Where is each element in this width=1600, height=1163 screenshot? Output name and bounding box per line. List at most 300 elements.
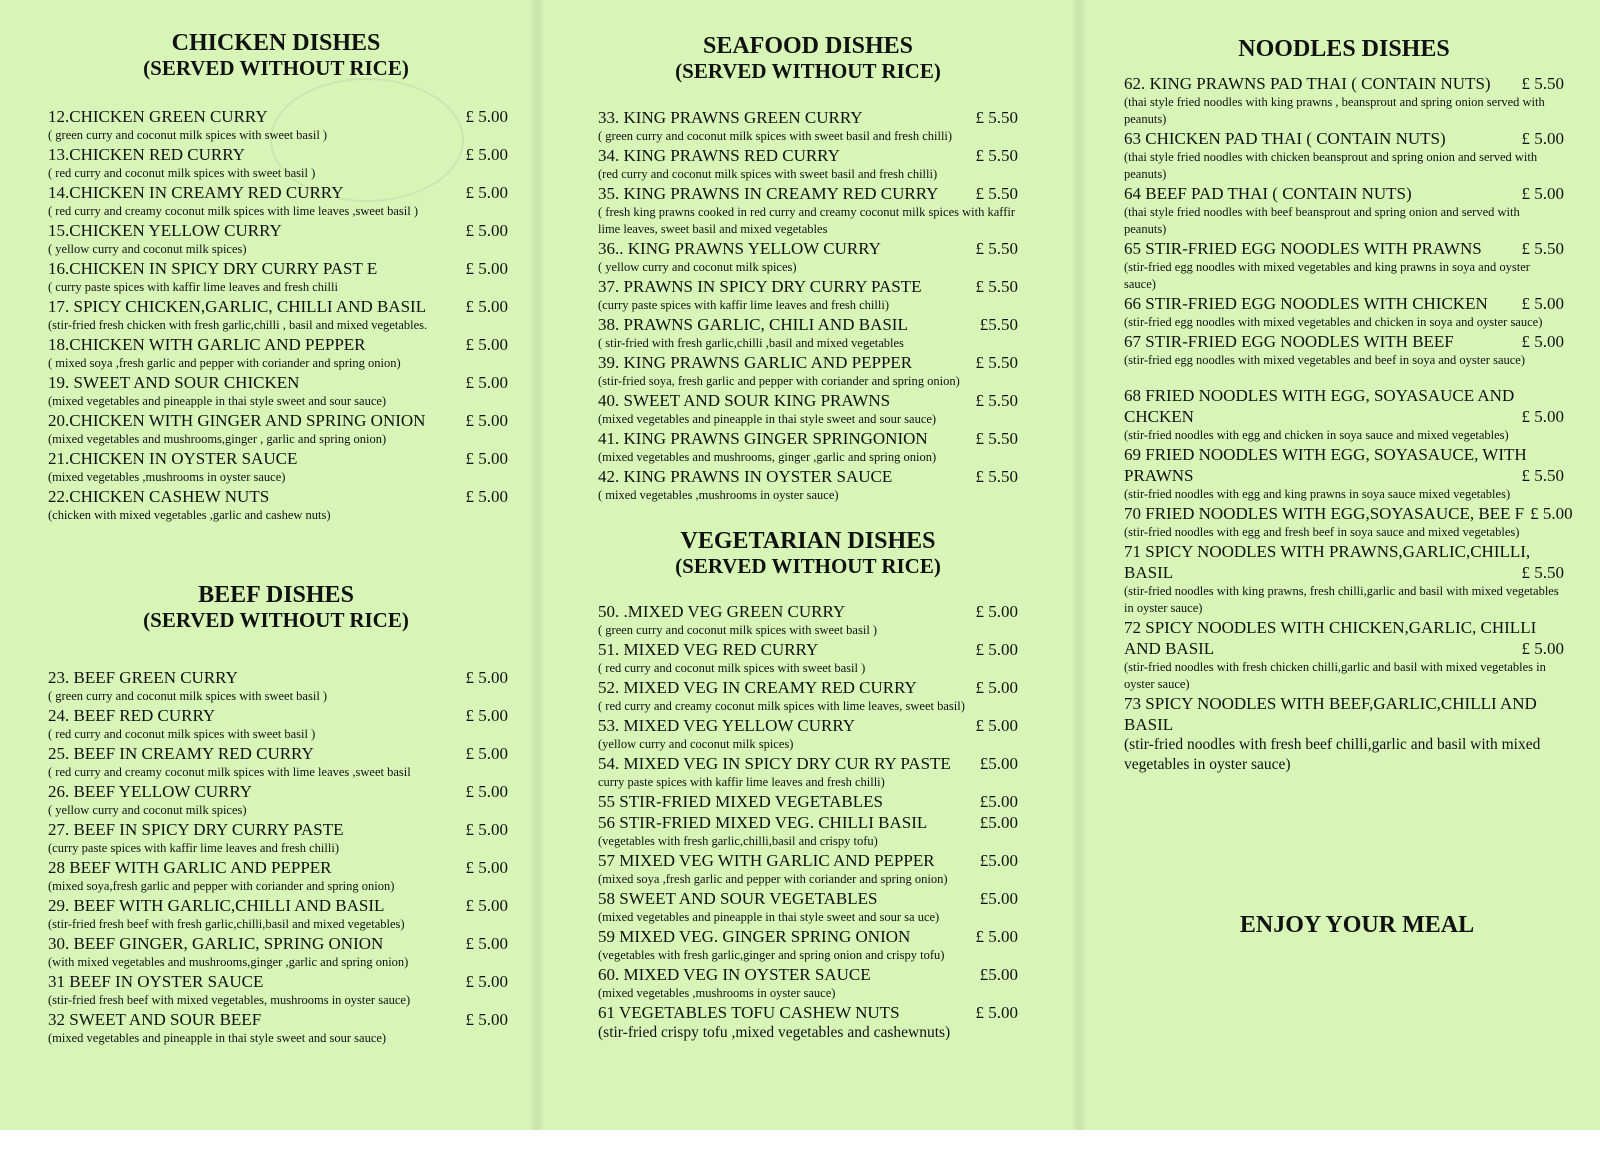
menu-item-row xyxy=(598,314,1018,335)
menu-item-description: curry paste spices with kaffir lime leaves and fresh chilli) xyxy=(598,774,885,789)
menu-item-price: £ 5.00 xyxy=(465,667,508,687)
menu-item xyxy=(48,781,508,819)
menu-item xyxy=(48,220,508,258)
menu-item-price: £ 5.50 xyxy=(1521,465,1564,485)
menu-item-price: £ 5.00 xyxy=(465,259,508,279)
menu-item-price: £5.00 xyxy=(979,753,1018,773)
menu-item xyxy=(1124,73,1564,128)
menu-item xyxy=(48,857,508,895)
menu-item-row xyxy=(48,667,508,688)
menu-item-name: 14.CHICKEN IN CREAMY RED CURRY xyxy=(48,183,344,203)
menu-item-name: 54. MIXED VEG IN SPICY DRY CUR RY PASTE xyxy=(598,753,951,773)
menu-item-name: 32 SWEET AND SOUR BEEF xyxy=(48,1009,262,1029)
menu-item-name: 53. MIXED VEG YELLOW CURRY xyxy=(598,715,856,735)
menu-item-description: (stir-fried fresh beef with mixed vegetables, mushrooms in oyster sauce) xyxy=(48,992,411,1007)
menu-item-name: 26. BEEF YELLOW CURRY xyxy=(48,781,253,801)
menu-item-price: £ 5.50 xyxy=(975,108,1018,128)
menu-item xyxy=(48,667,508,705)
menu-item xyxy=(598,964,1018,1002)
menu-item-description: (mixed vegetables and pineapple in thai style sweet and sour sauce) xyxy=(48,394,387,409)
beef-title: BEEF DISHES xyxy=(198,582,354,609)
menu-item-row xyxy=(598,1002,1018,1023)
menu-item-row xyxy=(1124,385,1564,406)
menu-item-description: ( green curry and coconut milk spices with sweet basil ) xyxy=(48,688,328,703)
menu-item-description: (stir-fried fresh beef with fresh garlic,chilli,basil and mixed vegetables) xyxy=(48,916,405,931)
menu-item-name: 56 STIR-FRIED MIXED VEG. CHILLI BASIL xyxy=(598,812,928,832)
menu-item-description: (thai style fried noodles with beef beansprout and spring onion and served with peanuts) xyxy=(1124,204,1520,236)
menu-item-row xyxy=(1124,503,1573,524)
menu-item-name: 42. KING PRAWNS IN OYSTER SAUCE xyxy=(598,467,893,487)
menu-item-name: 62. KING PRAWNS PAD THAI ( CONTAIN NUTS) xyxy=(1124,73,1491,93)
menu-item xyxy=(48,933,508,971)
menu-item xyxy=(48,296,508,334)
menu-item-description: (stir-fried noodles with fresh beef chilli,garlic and basil with mixed vegetables in oyster sauce) xyxy=(1124,735,1541,773)
menu-item-name: 12.CHICKEN GREEN CURRY xyxy=(48,107,268,127)
menu-item xyxy=(598,238,1018,276)
menu-item-name-cont: AND BASIL xyxy=(1124,638,1215,658)
menu-item-row xyxy=(1124,183,1564,204)
menu-item-name: 29. BEEF WITH GARLIC,CHILLI AND BASIL xyxy=(48,895,385,915)
menu-item-price: £ 5.00 xyxy=(1521,331,1564,351)
menu-item-name: 70 FRIED NOODLES WITH EGG,SOYASAUCE, BEE F xyxy=(1124,503,1525,523)
menu-item-description: (vegetables with fresh garlic,ginger and spring onion and crispy tofu) xyxy=(598,947,945,962)
menu-item-name-cont: CHCKEN xyxy=(1124,406,1194,426)
menu-item-description: ( mixed vegetables ,mushrooms in oyster sauce) xyxy=(598,488,839,503)
menu-item-row xyxy=(598,183,1018,204)
menu-item-name: 13.CHICKEN RED CURRY xyxy=(48,145,245,165)
menu-item-row xyxy=(598,888,1018,909)
menu-item-name: 67 STIR-FRIED EGG NOODLES WITH BEEF xyxy=(1124,331,1454,351)
menu-item-price: £ 5.00 xyxy=(975,601,1018,621)
menu-item-price: £ 5.50 xyxy=(975,429,1018,449)
menu-item-name: 25. BEEF IN CREAMY RED CURRY xyxy=(48,743,314,763)
menu-item-row xyxy=(598,238,1018,259)
menu-item-description: (mixed vegetables and pineapple in thai style sweet and sour sauce) xyxy=(598,412,937,427)
menu-item-row xyxy=(598,677,1018,698)
menu-item-name: 24. BEEF RED CURRY xyxy=(48,705,216,725)
menu-item xyxy=(48,448,508,486)
menu-item-row xyxy=(48,895,508,916)
menu-item-row xyxy=(598,715,1018,736)
menu-item-price: £ 5.00 xyxy=(465,449,508,469)
menu-item xyxy=(598,601,1018,639)
menu-item xyxy=(598,466,1018,504)
menu-item-row xyxy=(598,276,1018,297)
menu-item-name: 20.CHICKEN WITH GINGER AND SPRING ONION xyxy=(48,411,426,431)
menu-item-price: £ 5.00 xyxy=(465,781,508,801)
menu-item xyxy=(48,334,508,372)
menu-item-name: 18.CHICKEN WITH GARLIC AND PEPPER xyxy=(48,335,366,355)
menu-item-row-cont xyxy=(1124,406,1564,427)
menu-item-name: 72 SPICY NOODLES WITH CHICKEN,GARLIC, CHILLI xyxy=(1124,617,1537,637)
menu-item-price: £ 5.50 xyxy=(975,353,1018,373)
menu-item-price: £ 5.00 xyxy=(465,819,508,839)
menu-item-name: 73 SPICY NOODLES WITH BEEF,GARLIC,CHILLI AND xyxy=(1124,693,1537,713)
menu-item-price: £ 5.00 xyxy=(1521,406,1564,426)
chicken-list xyxy=(48,106,508,524)
menu-item xyxy=(598,276,1018,314)
menu-item-row xyxy=(48,258,508,279)
menu-item xyxy=(48,705,508,743)
menu-item xyxy=(1124,541,1564,617)
menu-item-name: 21.CHICKEN IN OYSTER SAUCE xyxy=(48,449,298,469)
menu-item-price: £ 5.50 xyxy=(975,391,1018,411)
menu-item-description: ( green curry and coconut milk spices with sweet basil and fresh chilli) xyxy=(598,129,953,144)
menu-item-row xyxy=(48,819,508,840)
menu-item xyxy=(1124,238,1564,293)
menu-item xyxy=(598,183,1018,238)
menu-item-price: £5.00 xyxy=(979,850,1018,870)
menu-item-description: (thai style fried noodles with king prawns , beansprout and spring onion served with peanuts) xyxy=(1124,94,1545,126)
menu-item-price: £ 5.00 xyxy=(1530,503,1573,523)
menu-item xyxy=(1124,693,1564,775)
menu-item xyxy=(1124,293,1564,331)
menu-item-row xyxy=(598,791,1018,812)
menu-item-description: ( red curry and creamy coconut milk spices with lime leaves ,sweet basil ) xyxy=(48,204,419,219)
beef-list xyxy=(48,667,508,1047)
menu-item-description: (stir-fried egg noodles with mixed vegetables and beef in soya and oyster sauce) xyxy=(1124,352,1526,367)
menu-item-name: 51. MIXED VEG RED CURRY xyxy=(598,639,819,659)
menu-item-description: ( stir-fried with fresh garlic,chilli ,basil and mixed vegetables xyxy=(598,336,904,351)
menu-item-row xyxy=(598,964,1018,985)
noodles-list xyxy=(1124,73,1573,775)
menu-item xyxy=(598,791,1018,812)
menu-item-row xyxy=(48,705,508,726)
menu-item-description: (mixed soya,fresh garlic and pepper with coriander and spring onion) xyxy=(48,878,395,893)
menu-item xyxy=(48,372,508,410)
enjoy-your-meal: ENJOY YOUR MEAL xyxy=(1239,912,1475,938)
menu-item-row xyxy=(598,390,1018,411)
menu-item-price: £ 5.00 xyxy=(975,1002,1018,1022)
menu-item-description: (stir-fried crispy tofu ,mixed vegetables and cashewnuts) xyxy=(598,1023,951,1041)
menu-item-name: 55 STIR-FRIED MIXED VEGETABLES xyxy=(598,791,883,811)
menu-item-description: ( red curry and creamy coconut milk spices with lime leaves, sweet basil) xyxy=(598,698,965,713)
menu-item xyxy=(48,819,508,857)
menu-item-description: (mixed vegetables ,mushrooms in oyster sauce) xyxy=(48,470,286,485)
menu-item-name: 38. PRAWNS GARLIC, CHILI AND BASIL xyxy=(598,315,908,335)
seafood-subtitle: (SERVED WITHOUT RICE) xyxy=(675,58,941,83)
menu-item-name: 64 BEEF PAD THAI ( CONTAIN NUTS) xyxy=(1124,183,1412,203)
menu-item xyxy=(598,352,1018,390)
menu-item xyxy=(48,258,508,296)
menu-item xyxy=(598,753,1018,791)
menu-item-row xyxy=(48,743,508,764)
menu-item-description: ( yellow curry and coconut milk spices) xyxy=(48,802,247,817)
menu-item-row xyxy=(48,220,508,241)
menu-item-description: (stir-fried noodles with egg and king prawns in soya sauce mixed vegetables) xyxy=(1124,486,1511,501)
menu-item-price: £ 5.00 xyxy=(975,715,1018,735)
menu-item-name: 41. KING PRAWNS GINGER SPRINGONION xyxy=(598,429,928,449)
menu-item-name-cont: PRAWNS xyxy=(1124,465,1194,485)
menu-item-name: 59 MIXED VEG. GINGER SPRING ONION xyxy=(598,926,911,946)
menu-item xyxy=(598,145,1018,183)
menu-item-price: £ 5.00 xyxy=(465,971,508,991)
menu-item-row-cont xyxy=(1124,638,1564,659)
menu-item-price: £ 5.50 xyxy=(1521,238,1564,258)
fold-line-right xyxy=(1072,0,1086,1130)
menu-item-row xyxy=(598,107,1018,128)
menu-item-description: ( green curry and coconut milk spices with sweet basil ) xyxy=(598,622,878,637)
menu-item-description: (chicken with mixed vegetables ,garlic and cashew nuts) xyxy=(48,508,331,523)
menu-item-name: 37. PRAWNS IN SPICY DRY CURRY PASTE xyxy=(598,277,922,297)
menu-item-row xyxy=(48,334,508,355)
menu-item-row xyxy=(1124,693,1564,714)
menu-item-price: £ 5.00 xyxy=(975,677,1018,697)
menu-item-name-cont: BASIL xyxy=(1124,714,1174,734)
menu-item xyxy=(598,715,1018,753)
menu-item-price: £ 5.00 xyxy=(465,335,508,355)
menu-item-name: 40. SWEET AND SOUR KING PRAWNS xyxy=(598,391,891,411)
menu-item-description: (mixed vegetables and mushrooms,ginger , garlic and spring onion) xyxy=(48,432,387,447)
menu-item-description: (stir-fried noodles with egg and fresh beef in soya sauce and mixed vegetables) xyxy=(1124,524,1520,539)
menu-item-price: £ 5.00 xyxy=(465,145,508,165)
noodles-title: NOODLES DISHES xyxy=(1238,36,1450,62)
menu-item-name: 57 MIXED VEG WITH GARLIC AND PEPPER xyxy=(598,850,935,870)
menu-item-price: £ 5.00 xyxy=(1521,293,1564,313)
menu-item-row xyxy=(48,410,508,431)
menu-item-description: (stir-fried noodles with egg and chicken in soya sauce and mixed vegetables) xyxy=(1124,427,1509,442)
menu-item-description: ( red curry and coconut milk spices with sweet basil ) xyxy=(48,726,316,741)
menu-item xyxy=(598,639,1018,677)
menu-item-description: (stir-fried noodles with fresh chicken chilli,garlic and basil with mixed vegetables in oyster sauce) xyxy=(1124,659,1546,691)
menu-item-description: (mixed vegetables ,mushrooms in oyster sauce) xyxy=(598,985,836,1000)
menu-item-row xyxy=(1124,617,1564,638)
menu-item xyxy=(1124,183,1564,238)
menu-item-name: 63 CHICKEN PAD THAI ( CONTAIN NUTS) xyxy=(1124,128,1446,148)
chicken-title: CHICKEN DISHES xyxy=(171,30,381,56)
menu-item-row xyxy=(48,486,508,507)
menu-item-price: £ 5.00 xyxy=(465,1009,508,1029)
menu-item-name: 22.CHICKEN CASHEW NUTS xyxy=(48,487,270,507)
vegetarian-section-title xyxy=(598,528,1018,578)
menu-item-row xyxy=(48,1009,508,1030)
menu-item-row xyxy=(1124,293,1564,314)
beef-section-title xyxy=(48,582,504,632)
menu-item-description: (curry paste spices with kaffir lime leaves and fresh chilli) xyxy=(48,840,339,855)
menu-item-row xyxy=(598,601,1018,622)
menu-item-row xyxy=(598,812,1018,833)
menu-item-row xyxy=(1124,73,1564,94)
menu-item-name: 15.CHICKEN YELLOW CURRY xyxy=(48,221,282,241)
menu-item-price: £ 5.50 xyxy=(975,146,1018,166)
menu-item-name: 69 FRIED NOODLES WITH EGG, SOYASAUCE, WITH xyxy=(1124,444,1527,464)
menu-item-row xyxy=(48,933,508,954)
menu-item-price: £ 5.00 xyxy=(465,297,508,317)
menu-item xyxy=(1124,331,1564,369)
menu-item-description: (stir-fried egg noodles with mixed vegetables and chicken in soya and oyster sauce) xyxy=(1124,314,1543,329)
menu-item-row-cont xyxy=(1124,562,1564,583)
menu-item-price: £ 5.00 xyxy=(465,221,508,241)
menu-item xyxy=(598,926,1018,964)
menu-item-name: 39. KING PRAWNS GARLIC AND PEPPER xyxy=(598,353,913,373)
menu-item-price: £ 5.00 xyxy=(465,933,508,953)
menu-item-price: £ 5.00 xyxy=(1521,638,1564,658)
menu-item-description: (mixed vegetables and pineapple in thai style sweet and sour sauce) xyxy=(48,1030,387,1045)
menu-item-price: £ 5.00 xyxy=(465,895,508,915)
beef-subtitle: (SERVED WITHOUT RICE) xyxy=(143,608,409,633)
fold-line-left xyxy=(530,0,544,1130)
seafood-title: SEAFOOD DISHES xyxy=(702,33,914,59)
menu-item-description: ( fresh king prawns cooked in red curry and creamy coconut milk spices with kaffir lime leaves, sweet basil and mixed vegetables xyxy=(598,205,1015,237)
menu-item-price: £ 5.00 xyxy=(465,487,508,507)
menu-item-name: 28 BEEF WITH GARLIC AND PEPPER xyxy=(48,857,332,877)
menu-item-row xyxy=(598,352,1018,373)
menu-item-price: £5.00 xyxy=(979,812,1018,832)
menu-item xyxy=(48,410,508,448)
menu-item-name: 71 SPICY NOODLES WITH PRAWNS,GARLIC,CHILLI, xyxy=(1124,541,1531,561)
menu-item-name: 60. MIXED VEG IN OYSTER SAUCE xyxy=(598,964,871,984)
seafood-section-title xyxy=(598,33,1018,83)
menu-item-name: 19. SWEET AND SOUR CHICKEN xyxy=(48,373,300,393)
menu-item-row xyxy=(598,926,1018,947)
menu-item xyxy=(598,390,1018,428)
menu-item-row-cont xyxy=(1124,714,1564,735)
menu-item xyxy=(598,888,1018,926)
menu-item xyxy=(598,428,1018,466)
menu-item-name: 65 STIR-FRIED EGG NOODLES WITH PRAWNS xyxy=(1124,238,1482,258)
vegetarian-title: VEGETARIAN DISHES xyxy=(680,528,936,555)
menu-item-price: £ 5.00 xyxy=(1521,183,1564,203)
menu-item-price: £ 5.00 xyxy=(465,857,508,877)
menu-item-row xyxy=(1124,444,1564,465)
menu-item xyxy=(1124,385,1564,444)
menu-item-name: 58 SWEET AND SOUR VEGETABLES xyxy=(598,888,878,908)
menu-item-description: (vegetables with fresh garlic,chilli,basil and crispy tofu) xyxy=(598,833,878,848)
menu-item-row xyxy=(48,182,508,203)
menu-item xyxy=(1124,503,1573,541)
menu-item xyxy=(48,743,508,781)
menu-item-name: 52. MIXED VEG IN CREAMY RED CURRY xyxy=(598,677,917,697)
menu-item-price: £ 5.50 xyxy=(1521,73,1564,93)
menu-item xyxy=(598,314,1018,352)
menu-item-row xyxy=(48,106,508,127)
menu-item-row xyxy=(1124,331,1564,352)
menu-item-row xyxy=(48,781,508,802)
panel-middle xyxy=(598,0,1018,1130)
menu-item-row xyxy=(48,372,508,393)
menu-item-name: 34. KING PRAWNS RED CURRY xyxy=(598,146,840,166)
menu-item-row-cont xyxy=(1124,465,1564,486)
menu-item-name: 35. KING PRAWNS IN CREAMY RED CURRY xyxy=(598,184,939,204)
menu-item-name: 17. SPICY CHICKEN,GARLIC, CHILLI AND BASIL xyxy=(48,297,427,317)
menu-item-description: (red curry and coconut milk spices with sweet basil and fresh chilli) xyxy=(598,167,938,182)
menu-item-description: ( yellow curry and coconut milk spices) xyxy=(48,242,247,257)
menu-item xyxy=(48,182,508,220)
menu-item-price: £5.00 xyxy=(979,791,1018,811)
panel-right xyxy=(1124,0,1573,1130)
menu-item xyxy=(48,1009,508,1047)
menu-item-description: ( red curry and creamy coconut milk spices with lime leaves ,sweet basil xyxy=(48,764,411,779)
menu-item-row xyxy=(598,145,1018,166)
menu-item-price: £ 5.50 xyxy=(975,467,1018,487)
menu-item-price: £ 5.00 xyxy=(975,926,1018,946)
menu-item-name: 33. KING PRAWNS GREEN CURRY xyxy=(598,108,863,128)
noodles-section-title xyxy=(1124,36,1564,63)
menu-item-name: 68 FRIED NOODLES WITH EGG, SOYASAUCE AND xyxy=(1124,385,1515,405)
menu-item-price: £ 5.00 xyxy=(1521,128,1564,148)
menu-item-price: £ 5.00 xyxy=(465,107,508,127)
menu-item-description: ( curry paste spices with kaffir lime leaves and fresh chilli xyxy=(48,280,338,295)
menu-item-price: £ 5.00 xyxy=(975,639,1018,659)
menu-item-name: 50. .MIXED VEG GREEN CURRY xyxy=(598,601,846,621)
menu-item-description: (mixed vegetables and pineapple in thai style sweet and sour sa uce) xyxy=(598,909,940,924)
menu-item-row xyxy=(48,296,508,317)
menu-item xyxy=(598,677,1018,715)
menu-item-row xyxy=(1124,541,1564,562)
menu-item-price: £5.00 xyxy=(979,888,1018,908)
menu-item-price: £ 5.00 xyxy=(465,183,508,203)
menu-item-description: ( red curry and coconut milk spices with sweet basil ) xyxy=(48,166,316,181)
menu-item-description: (mixed soya ,fresh garlic and pepper with coriander and spring onion) xyxy=(598,871,948,886)
menu-item xyxy=(598,850,1018,888)
vegetarian-list xyxy=(598,601,1018,1043)
chicken-subtitle: (SERVED WITHOUT RICE) xyxy=(143,55,409,80)
menu-item-price: £ 5.00 xyxy=(465,373,508,393)
menu-item-name-cont: BASIL xyxy=(1124,562,1174,582)
menu-item-name: 66 STIR-FRIED EGG NOODLES WITH CHICKEN xyxy=(1124,293,1488,313)
menu-item-price: £ 5.50 xyxy=(975,184,1018,204)
menu-item xyxy=(48,144,508,182)
vegetarian-subtitle: (SERVED WITHOUT RICE) xyxy=(675,554,941,579)
menu-item-description: (yellow curry and coconut milk spices) xyxy=(598,736,794,751)
menu-item-name: 27. BEEF IN SPICY DRY CURRY PASTE xyxy=(48,819,344,839)
menu-item-name: 30. BEEF GINGER, GARLIC, SPRING ONION xyxy=(48,933,384,953)
menu-item xyxy=(48,971,508,1009)
menu-item-price: £ 5.00 xyxy=(465,705,508,725)
menu-item-name: 36.. KING PRAWNS YELLOW CURRY xyxy=(598,239,881,259)
menu-item-price: £5.00 xyxy=(979,964,1018,984)
menu-item xyxy=(48,106,508,144)
menu-item-price: £ 5.50 xyxy=(975,277,1018,297)
menu-item-row xyxy=(598,639,1018,660)
menu-item-description: ( mixed soya ,fresh garlic and pepper with coriander and spring onion) xyxy=(48,356,401,371)
menu-item-name: 23. BEEF GREEN CURRY xyxy=(48,667,238,687)
menu-item-description: ( yellow curry and coconut milk spices) xyxy=(598,260,797,275)
menu-item-description: ( green curry and coconut milk spices with sweet basil ) xyxy=(48,128,328,143)
menu-item-name: 16.CHICKEN IN SPICY DRY CURRY PAST E xyxy=(48,259,378,279)
menu-item-description: (curry paste spices with kaffir lime leaves and fresh chilli) xyxy=(598,298,889,313)
panel-left xyxy=(48,0,508,1130)
menu-item xyxy=(598,1002,1018,1043)
menu-item xyxy=(1124,444,1564,503)
menu-item-description: ( red curry and coconut milk spices with sweet basil ) xyxy=(598,660,866,675)
menu-item-row xyxy=(1124,128,1564,149)
menu-item-description: (with mixed vegetables and mushrooms,ginger ,garlic and spring onion) xyxy=(48,954,409,969)
seafood-list xyxy=(598,107,1018,504)
menu-item-name: 61 VEGETABLES TOFU CASHEW NUTS xyxy=(598,1002,900,1022)
menu-item-price: £ 5.00 xyxy=(465,411,508,431)
menu-item-row xyxy=(598,850,1018,871)
menu-item-row xyxy=(48,857,508,878)
menu-item-description: (stir-fried soya, fresh garlic and pepper with coriander and spring onion) xyxy=(598,374,960,389)
menu-item-description: (stir-fried fresh chicken with fresh garlic,chilli , basil and mixed vegetables. xyxy=(48,318,428,333)
menu-item-price: £ 5.50 xyxy=(975,239,1018,259)
menu-item xyxy=(598,812,1018,850)
menu-item-price: £5.50 xyxy=(979,315,1018,335)
menu-item-description: (mixed vegetables and mushrooms, ginger ,garlic and spring onion) xyxy=(598,450,937,465)
menu-item xyxy=(1124,128,1564,183)
menu-item-row xyxy=(598,753,1018,774)
menu-item-row xyxy=(48,971,508,992)
menu-item-row xyxy=(48,448,508,469)
menu-item-row xyxy=(48,144,508,165)
menu-item-row xyxy=(598,466,1018,487)
chicken-section-title xyxy=(48,30,504,80)
menu-item xyxy=(598,107,1018,145)
menu-item xyxy=(1124,617,1564,693)
menu-item-description: (stir-fried noodles with king prawns, fresh chilli,garlic and basil with mixed vegetables in oyster sauce) xyxy=(1124,583,1559,615)
menu-item-description: (thai style fried noodles with chicken beansprout and spring onion and served with peanuts) xyxy=(1124,149,1538,181)
